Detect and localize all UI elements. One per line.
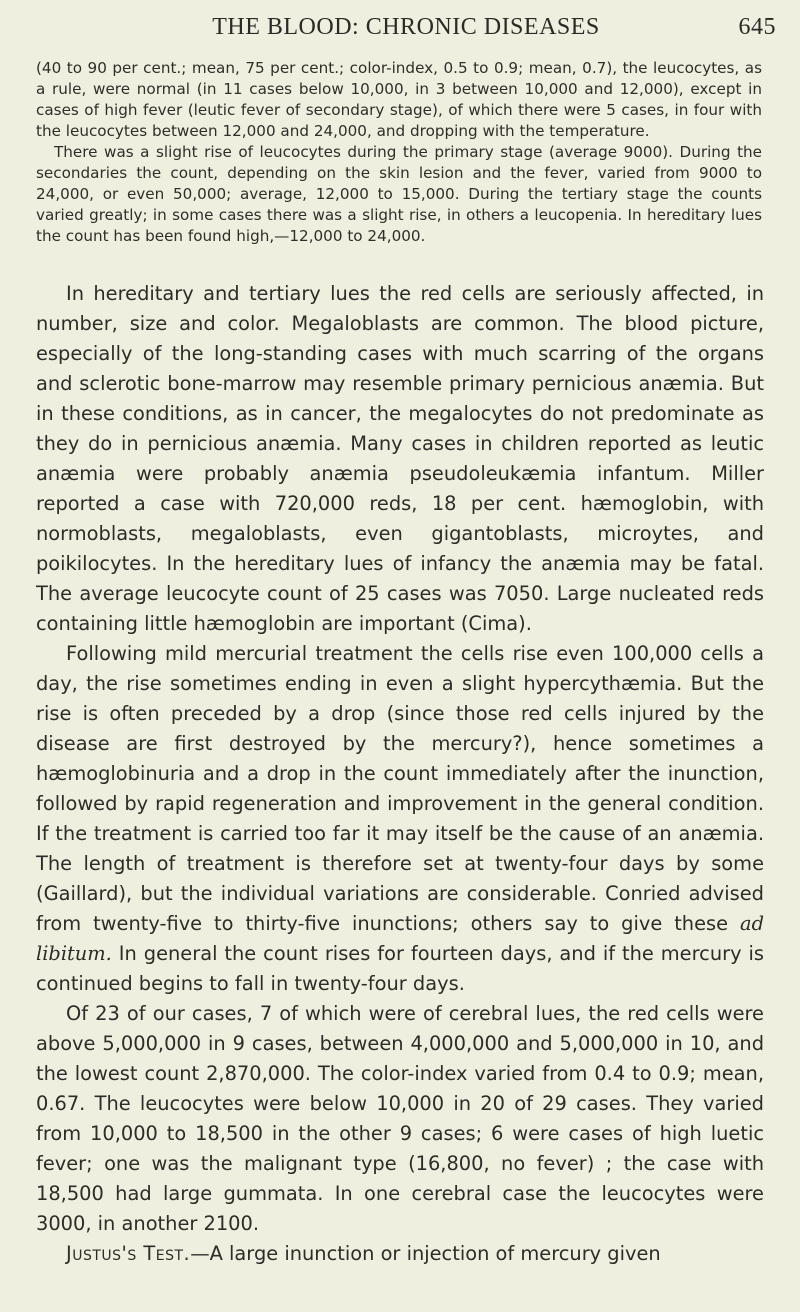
paragraph: Of 23 of our cases, 7 of which were of cerebral lues, the red cells were above 5,000,000 in 9 cases, between 4,000,000 and 5,000,000 in 10, and the lowest count 2,870,000. The color-index varied from 0.4 to 0.9; mean, 0.67. The leucocytes were below 10,000 in 20 of 29 cases. They varied from 10,000 to 18,500 in the other 9 cases; 6 were cases of high luetic fever; one was the malignant type (16,800, no fever) ; the case with 18,500 had large gummata. In one cerebral case the leucocytes were 3000, in another 2100.	[36, 1002, 764, 1235]
chapter-title: THE BLOOD: CHRONIC DISEASES	[212, 14, 600, 40]
running-header	[36, 14, 776, 48]
paragraph	[36, 639, 764, 999]
italic-phrase: ad libitum.	[36, 912, 764, 965]
paragraph	[36, 1239, 764, 1269]
small-paragraph: There was a slight rise of leucocytes during the primary stage (average 9000). During the secondaries the count, depending on the skin lesion and the fever, varied from 9000 to 24,000, or even 50,000; average, 12,000 to 15,000. During the tertiary stage the counts varied greatly; in some cases there was a slight rise, in others a leucopenia. In hereditary lues the count has been found high,—12,000 to 24,000.	[36, 143, 762, 245]
section-heading: Justus's Test.	[66, 1242, 191, 1265]
page-number: 645	[738, 14, 776, 40]
paragraph-text: Following mild mercurial treatment the cells rise even 100,000 cells a day, the rise sometimes ending in even a slight hypercythæmia. But the rise is often preceded by a drop (since those red cells injured by the disease are first destroyed by the mercury?), hence sometimes a hæmoglobinuria and a drop in the count immediately after the inunction, followed by rapid regeneration and improvement in the general condition. If the treatment is carried too far it may itself be the cause of an anæmia. The length of treatment is therefore set at twenty-four days by some (Gaillard), but the individual variations are considerable. Conried advised from twenty-five to thirty-five inunctions; others say to give these	[36, 642, 764, 935]
small-paragraph: (40 to 90 per cent.; mean, 75 per cent.; color-index, 0.5 to 0.9; mean, 0.7), the leucocytes, as a rule, were normal (in 11 cases below 10,000, in 3 between 10,000 and 12,000), except in cases of high fever (leutic fever of secondary stage), of which there were 5 cases, in four with the leucocytes between 12,000 and 24,000, and dropping with the temperature.	[36, 59, 762, 140]
body-text	[36, 279, 764, 1269]
paragraph-text: In general the count rises for fourteen days, and if the mercury is continued begins to fall in twenty-four days.	[36, 942, 764, 995]
small-print-section	[36, 58, 762, 247]
paragraph: In hereditary and tertiary lues the red cells are seriously affected, in number, size and color. Megaloblasts are common. The blood picture, especially of the long-standing cases with much scarring of the organs and sclerotic bone-marrow may resemble primary pernicious anæmia. But in these conditions, as in cancer, the megalocytes do not predominate as they do in pernicious anæmia. Many cases in children reported as leutic anæmia were probably anæmia pseudoleukæmia infantum. Miller reported a case with 720,000 reds, 18 per cent. hæmoglobin, with normoblasts, megaloblasts, even gigantoblasts, microytes, and poikilocytes. In the hereditary lues of infancy the anæmia may be fatal. The average leucocyte count of 25 cases was 7050. Large nucleated reds containing little hæmoglobin are important (Cima).	[36, 282, 764, 635]
paragraph-text: —A large inunction or injection of mercury given	[190, 1242, 661, 1265]
